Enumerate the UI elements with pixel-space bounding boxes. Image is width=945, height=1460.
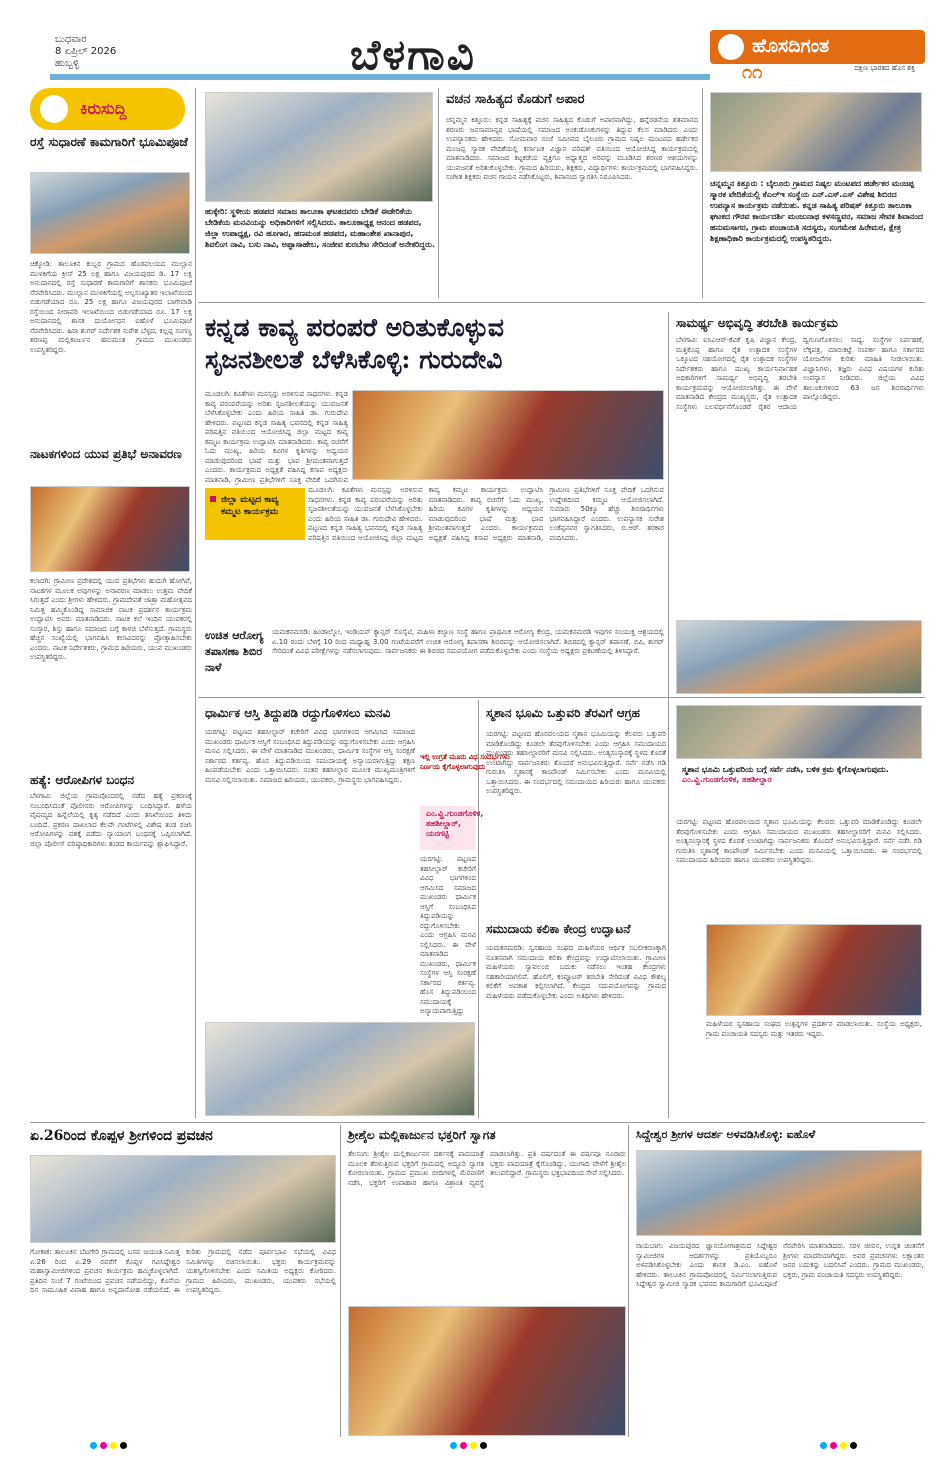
main-photo bbox=[352, 390, 664, 480]
main-body: ಮೂಡಲಗಿ: ಕವಿತೆಗಳು ಮನಸ್ಸನ್ನು ಅರಳಿಸುವ ಸಾಧನಗಳು. ಕನ್ನಡ ಕಾವ್ಯ ಪರಂಪರೆಯನ್ನು ಅರಿತು ಸೃಜನಶೀಲತೆಯನ್ನು ಯುವಜನತೆ ಬೆಳೆಸಿಕೊಳ್ಳಬೇಕು ಎಂದು ಹಿರಿಯ ಸಾಹಿತಿ ಡಾ. ಗುರುದೇವಿ ಹೇಳಿದರು. ಪಟ್ಟಣದ ಕನ್ನಡ ಸಾಹಿತ್ಯ ಭವನದಲ್ಲಿ ಕನ್ನಡ ಸಾಹಿತ್ಯ ಪರಿಷತ್ತಿನ ವತಿಯಿಂದ ಆಯೋಜಿಸಿದ್ದ ಜಿಲ್ಲಾ ಮಟ್ಟದ ಕಾವ್ಯ ಕಮ್ಮಟ ಕಾರ್ಯಕ್ರಮ ಉದ್ಘಾಟಿಸಿ ಮಾತನಾಡಿದರು. ಕಾವ್ಯ ರಚನೆಗೆ ಓದು ಮುಖ್ಯ, ಹಿರಿಯ ಕವಿಗಳ ಕೃತಿಗಳನ್ನು ಅಧ್ಯಯನ ಮಾಡುವುದರಿಂದ ಭಾಷೆ ಮತ್ತು ಭಾವ ಶ್ರೀಮಂತವಾಗುತ್ತದೆ ಎಂದರು. ಕಾರ್ಯಕ್ರಮದ ಅಧ್ಯಕ್ಷತೆ ವಹಿಸಿದ್ದ ಕಸಾಪ ಅಧ್ಯಕ್ಷರು ಮಾತನಾಡಿ, ಗ್ರಾಮೀಣ ಪ್ರತಿಭೆಗಳಿಗೆ ಸೂಕ್ತ ವೇದಿಕೆ ಒದಗಿಸುವ ಉದ್ದೇಶದಿಂದ ಕಮ್ಮಟ ಆಯೋಜಿಸಲಾಗಿದೆ. ಸುಮಾರು 50ಕ್ಕೂ ಹೆಚ್ಚು ಶಿಬಿರಾರ್ಥಿಗಳು ಭಾಗವಹಿಸಿದ್ದಾರೆ ಎಂದರು. ಉಪನ್ಯಾಸಕ ಸುರೇಶ ಲಂಕೆಪ್ಪನವರ ಸ್ವಾಗತಿಸಿದರು, ಬಿ.ಆರ್. ತರಕಾರ ವಂದಿಸಿದರು. bbox=[308, 486, 664, 542]
road-pooja-body: ಚಿಕ್ಕೋಡಿ: ತಾಲೂಕಿನ ಕುಬ್ಬರ ಗ್ರಾಮದ ಹೊರವಲಯದ ಮುಲ್ಲಾನ ಮುಳಕಿಗೆಯ ಕ್ರೀಸ್ 25 ಲಕ್ಷ ಹಾಗೂ ವಿಜಯಪುರದ ಡಿ. 17 ಲಕ್ಷ ಅನುದಾನದಲ್ಲಿ ರಸ್ತೆ ಸುಧಾರಣೆ ಕಾಮಗಾರಿಗೆ ಶಾಸಕರು ಭೂಮಿಪೂಜೆ ನೆರವೇರಿಸಿದರು. ಮುಲ್ಲಾನ ಮುಳಕಿಗೆಯಲ್ಲಿ ಅಲ್ಪಸಂಖ್ಯಾತರ ಇಲಾಖೆಯಿಂದ ಬಿಡುಗಡೆಯಾದ ರೂ. 25 ಲಕ್ಷ ಹಾಗೂ ವಿಜಯಪುರದ ಬಾಗೇವಾಡಿ ರಸ್ತೆಯಿಂದ ನೀರಾವರಿ ಇಲಾಖೆಯಿಂದ ಬಿಡುಗಡೆಯಾದ ರೂ. 17 ಲಕ್ಷ ಅನುದಾನದಲ್ಲಿ ಶಾಸಕ ದುರ್ಯೋಧನ ಐಹೊಳೆ ಭೂಮಿಪೂಜೆ ನೆರವೇರಿಸಿದರು. ಹಿರಾ ಶುಗರ್ ನಿರ್ದೇಶಕ ಸುರೇಶ ಬೆಳ್ಳದ, ಕಲ್ಲಪ್ಪ ಸಂಗಣ್ಣ ಶರಣಪ್ಪ ಮಲ್ಲಿಕಾರ್ಜುನ ಹನುಮಂತ ಗ್ರಾಮದ ಮುಖಂಡರು ಉಪಸ್ಥಿತರಿದ್ದರು. bbox=[30, 260, 192, 354]
weekday: ಬುಧವಾರ bbox=[55, 34, 87, 45]
arrest-headline: ಹತ್ಯೆ: ಆರೋಪಿಗಳ ಬಂಧನ bbox=[30, 773, 135, 787]
srishaila-photo bbox=[348, 1306, 626, 1436]
page-number: ೧೧ bbox=[742, 62, 763, 83]
page-title: ಬೆಳಗಾವಿ bbox=[350, 30, 476, 79]
bailur-photo bbox=[710, 92, 922, 172]
religious-photo bbox=[205, 1022, 475, 1116]
skill-photo bbox=[676, 620, 922, 694]
registration-marks bbox=[820, 1442, 860, 1450]
kavya-kammata-tag: ಜಿಲ್ಲಾ ಮಟ್ಟದ ಕಾವ್ಯ ಕಮ್ಮಟ ಕಾರ್ಯಕ್ರಮ bbox=[205, 488, 305, 540]
hukkeri-photo bbox=[205, 92, 433, 202]
land-notice bbox=[676, 762, 922, 814]
land-photo bbox=[676, 705, 922, 759]
vachana-body: ಚನ್ನಮ್ಮನ ಕಿತ್ತೂರು: ಕನ್ನಡ ಸಾಹಿತ್ಯಕ್ಕೆ ವಚನ ಸಾಹಿತ್ಯದ ಕೊಡುಗೆ ಅಪಾರವಾಗಿದ್ದು, ಹನ್ನೆರಡನೆಯ ಶತಮಾನದ ಶರಣರು ಜನಸಾಮಾನ್ಯರ ಭಾಷೆಯಲ್ಲಿ ಸಮಾಜದ ಅಂಕುಡೊಂಕುಗಳನ್ನು ತಿದ್ದುವ ಕೆಲಸ ಮಾಡಿದರು ಎಂದು ಉಪನ್ಯಾಸಕರು ಹೇಳಿದರು. ಸೋಮವಾರ ಸಂಜೆ ಸಮೀಪದ ಬೈಲೂರು ಗ್ರಾಮದ ನಿಷ್ಕಲ ಮಂಟಪದ ಹರ್ಡೇಕರ ಮಂಜಪ್ಪ ಸ್ಮಾರಕ ವೇದಿಕೆಯಲ್ಲಿ ಕರ್ನಾಟಕ ವಿಜ್ಞಾನ ಪರಿಷತ್ ವತಿಯಿಂದ ಆಯೋಜಿಸಿದ್ದ ಕಾರ್ಯಕ್ರಮದಲ್ಲಿ ಮಾತನಾಡಿದರು. ಸಮಾಜದ ಕಟ್ಟಕಡೆಯ ವ್ಯಕ್ತಿಗೂ ಅಧ್ಯಾತ್ಮದ ಅರಿವನ್ನು ಮೂಡಿಸಿದ ಶರಣರ ಆಶಯಗಳನ್ನು ಯುವಜನತೆ ಅರಿತುಕೊಳ್ಳಬೇಕು. ಗ್ರಾಮದ ಹಿರಿಯರು, ಶಿಕ್ಷಕರು, ವಿದ್ಯಾರ್ಥಿಗಳು ಕಾರ್ಯಕ್ರಮದಲ್ಲಿ ಭಾಗವಹಿಸಿದ್ದರು. ಸಂಗೀತ ಶಿಕ್ಷಕರು ವಚನ ಗಾಯನ ನಡೆಸಿಕೊಟ್ಟರು, ಶಿವಾನಂದ ಸ್ವಾಗತಿಸಿ ನಿರೂಪಿಸಿದರು. bbox=[446, 116, 698, 181]
paper-name: ಹೊಸದಿಗಂತ bbox=[752, 35, 830, 57]
road-pooja-headline: ರಸ್ತೆ ಸುಧಾರಣೆ ಕಾಮಗಾರಿಗೆ ಭೂಮಿಪೂಜೆ bbox=[30, 135, 188, 149]
column-divider bbox=[628, 1125, 629, 1437]
section-divider bbox=[30, 1122, 925, 1123]
religious-headline: ಧಾರ್ಮಿಕ ಆಸ್ತಿ ತಿದ್ದುಪಡಿ ರದ್ದುಗೊಳಿಸಲು ಮನವಿ bbox=[205, 706, 391, 720]
koppal-photo bbox=[30, 1155, 336, 1243]
community-photo bbox=[706, 924, 922, 1016]
community-body: ಯಮಕನಮರಡಿ: ಸ್ವಸಹಾಯ ಸಂಘದ ಮಹಿಳೆಯರ ಆರ್ಥಿಕ ಸಬಲೀಕರಣಕ್ಕಾಗಿ ನೂತನವಾಗಿ ಸಮುದಾಯ ಕಲಿಕಾ ಕೇಂದ್ರವನ್ನು ಉದ್ಘಾಟಿಸಲಾಯಿತು. ಗ್ರಾಮೀಣ ಮಹಿಳೆಯರು ಸ್ವಾವಲಂಬಿ ಬದುಕು ನಡೆಸಲು ಇಂತಹ ಕೇಂದ್ರಗಳು ಸಹಕಾರಿಯಾಗಲಿವೆ. ಹೊಲಿಗೆ, ಕಂಪ್ಯೂಟರ್ ತರಬೇತಿ ಸೇರಿದಂತೆ ವಿವಿಧ ಕೌಶಲ್ಯ ಕಲಿಕೆಗೆ ಅವಕಾಶ ಕಲ್ಪಿಸಲಾಗಿದೆ. ಕೇಂದ್ರದ ಸದುಪಯೋಗವನ್ನು ಗ್ರಾಮದ ಮಹಿಳೆಯರು ಪಡೆದುಕೊಳ್ಳಬೇಕು ಎಂದು ಅತಿಥಿಗಳು ಹೇಳಿದರು. bbox=[486, 944, 666, 1000]
column-divider bbox=[438, 88, 439, 298]
column-divider bbox=[702, 88, 703, 298]
notice-line2: ನಿರ್ಣಯ ಕೈಗೊಳ್ಳಲಾಗುವುದು bbox=[420, 763, 486, 771]
main-body-intro: ಮೂಡಲಗಿ: ಕವಿತೆಗಳು ಮನಸ್ಸನ್ನು ಅರಳಿಸುವ ಸಾಧನಗಳು. ಕನ್ನಡ ಕಾವ್ಯ ಪರಂಪರೆಯನ್ನು ಅರಿತು ಸೃಜನಶೀಲತೆಯನ್ನು ಯುವಜನತೆ ಬೆಳೆಸಿಕೊಳ್ಳಬೇಕು ಎಂದು ಹಿರಿಯ ಸಾಹಿತಿ ಡಾ. ಗುರುದೇವಿ ಹೇಳಿದರು. ಪಟ್ಟಣದ ಕನ್ನಡ ಸಾಹಿತ್ಯ ಭವನದಲ್ಲಿ ಕನ್ನಡ ಸಾಹಿತ್ಯ ಪರಿಷತ್ತಿನ ವತಿಯಿಂದ ಆಯೋಜಿಸಿದ್ದ ಜಿಲ್ಲಾ ಮಟ್ಟದ ಕಾವ್ಯ ಕಮ್ಮಟ ಕಾರ್ಯಕ್ರಮ ಉದ್ಘಾಟಿಸಿ ಮಾತನಾಡಿದರು. ಕಾವ್ಯ ರಚನೆಗೆ ಓದು ಮುಖ್ಯ, ಹಿರಿಯ ಕವಿಗಳ ಕೃತಿಗಳನ್ನು ಅಧ್ಯಯನ ಮಾಡುವುದರಿಂದ ಭಾಷೆ ಮತ್ತು ಭಾವ ಶ್ರೀಮಂತವಾಗುತ್ತದೆ ಎಂದರು. ಕಾರ್ಯಕ್ರಮದ ಅಧ್ಯಕ್ಷತೆ ವಹಿಸಿದ್ದ ಕಸಾಪ ಅಧ್ಯಕ್ಷರು ಮಾತನಾಡಿ, ಗ್ರಾಮೀಣ ಪ್ರತಿಭೆಗಳಿಗೆ ಸೂಕ್ತ ವೇದಿಕೆ ಒದಗಿಸುವ bbox=[205, 390, 348, 484]
kirusuddi-badge bbox=[30, 88, 185, 130]
column-divider bbox=[340, 1125, 341, 1437]
land-headline: ಸ್ಮಶಾನ ಭೂಮಿ ಒತ್ತುವರಿ ತೆರವಿಗೆ ಆಗ್ರಹ bbox=[486, 706, 640, 720]
siddeshwara-photo bbox=[636, 1150, 922, 1236]
community-headline: ಸಮುದಾಯ ಕಲಿಕಾ ಕೇಂದ್ರ ಉದ್ಘಾಟನೆ bbox=[486, 922, 631, 936]
koppal-body: ಗೋಕಾಕ: ತಾಲೂಕಿನ ಬೆಟಗೇರಿ ಗ್ರಾಮದಲ್ಲಿ ಬಸವ ಜಯಂತಿ ನಿಮಿತ್ತ ಏ.26 ರಿಂದ ಏ.29 ರವರೆಗೆ ಕೊಪ್ಪಳ ಗವಿಸಿದ್ದೇಶ್ವರ ಮಹಾಸ್ವಾಮೀಜಿಗಳಿಂದ ಪ್ರವಚನ ಕಾರ್ಯಕ್ರಮ ಹಮ್ಮಿಕೊಳ್ಳಲಾಗಿದೆ. ಪ್ರತಿದಿನ ಸಂಜೆ 7 ಗಂಟೆಯಿಂದ ಪ್ರವಚನ ನಡೆಯಲಿದ್ದು, ಕೊನೆಯ ದಿನ ಸಾಮೂಹಿಕ ವಿವಾಹ ಹಾಗೂ ಅನ್ನದಾಸೋಹ ನಡೆಯಲಿದೆ. ಈ ಕುರಿತು ಗ್ರಾಮದಲ್ಲಿ ನಡೆದ ಪೂರ್ವಭಾವಿ ಸಭೆಯಲ್ಲಿ ವಿವಿಧ ಸಮಿತಿಗಳನ್ನು ರಚಿಸಲಾಯಿತು. ಭಕ್ತರು ಕಾರ್ಯಕ್ರಮವನ್ನು ಯಶಸ್ವಿಗೊಳಿಸಬೇಕು ಎಂದು ಸಮಿತಿಯ ಅಧ್ಯಕ್ಷರು ಕೋರಿದರು. ಗ್ರಾಮದ ಹಿರಿಯರು, ಮುಖಂಡರು, ಯುವಕರು ಸಭೆಯಲ್ಲಿ ಉಪಸ್ಥಿತರಿದ್ದರು. bbox=[30, 1248, 336, 1294]
community-caption: ಮಹಿಳೆಯರ ಸ್ವಸಹಾಯ ಸಂಘದ ಉತ್ಪನ್ನಗಳ ಪ್ರದರ್ಶನ ಮಾಡಲಾಯಿತು. ಸಂಸ್ಥೆಯ ಅಧ್ಯಕ್ಷರು, ಗ್ರಾಮ ಪಂಚಾಯತಿ ಸದಸ್ಯರು ಮತ್ತು ಇತರರು ಇದ್ದರು. bbox=[706, 1020, 922, 1038]
tagline: ದಕ್ಷಿಣ ಭಾರತದ ಹೊಸ ಶಕ್ತಿ bbox=[854, 64, 915, 72]
main-headline-line2: ಸೃಜನಶೀಲತೆ ಬೆಳೆಸಿಕೊಳ್ಳಿ: ಗುರುದೇವಿ bbox=[205, 345, 503, 374]
city: ಹುಬ್ಬಳ್ಳಿ bbox=[55, 58, 80, 69]
road-pooja-photo bbox=[30, 172, 190, 254]
date: 8 ಏಪ್ರಿಲ್ 2026 bbox=[55, 46, 117, 57]
drama-headline: ನಾಟಕಗಳಿಂದ ಯುವ ಪ್ರತಿಭೆ ಅನಾವರಣ bbox=[30, 447, 182, 461]
drama-photo bbox=[30, 486, 190, 572]
column-divider bbox=[195, 88, 196, 1118]
land-body: ಯರಗಟ್ಟಿ: ಪಟ್ಟಣದ ಹೊರವಲಯದ ಸ್ಮಶಾನ ಭೂಮಿಯನ್ನು ಕೆಲವರು ಒತ್ತುವರಿ ಮಾಡಿಕೊಂಡಿದ್ದು ಕೂಡಲೇ ತೆರವುಗೊಳಿಸಬೇಕು ಎಂದು ಆಗ್ರಹಿಸಿ ಸಮುದಾಯದ ಮುಖಂಡರು ತಹಸೀಲ್ದಾರರಿಗೆ ಮನವಿ ಸಲ್ಲಿಸಿದರು. ಅಂತ್ಯಸಂಸ್ಕಾರಕ್ಕೆ ಸ್ಥಳದ ಕೊರತೆ ಉಂಟಾಗಿದ್ದು ಸಾರ್ವಜನಿಕರು ತೊಂದರೆ ಅನುಭವಿಸುತ್ತಿದ್ದಾರೆ. ಸರ್ವೆ ನಡೆಸಿ ಗಡಿ ಗುರುತಿಸಿ ಸ್ಮಶಾನಕ್ಕೆ ಕಾಂಪೌಂಡ್ ನಿರ್ಮಿಸಬೇಕು ಎಂದು ಮನವಿಯಲ್ಲಿ ಒತ್ತಾಯಿಸಿದರು. ಈ ಸಂದರ್ಭದಲ್ಲಿ ಸಮುದಾಯದ ಹಿರಿಯರು ಹಾಗೂ ಯುವಕರು ಉಪಸ್ಥಿತರಿದ್ದರು. bbox=[486, 730, 666, 795]
health-headline: ಉಚಿತ ಆರೋಗ್ಯ ತಪಾಸಣಾ ಶಿಬಿರ ನಾಳೆ bbox=[205, 629, 264, 674]
skill-headline: ಸಾಮರ್ಥ್ಯ ಅಭಿವೃದ್ಧಿ ತರಬೇತಿ ಕಾರ್ಯಕ್ರಮ bbox=[676, 316, 838, 330]
registration-marks bbox=[90, 1442, 130, 1450]
drama-body: ಕಲಾದಗಿ: ಗ್ರಾಮೀಣ ಪ್ರದೇಶದಲ್ಲಿ ಯುವ ಪ್ರತಿಭೆಗಳು ಹುದುಗಿ ಹೋಗಿವೆ, ನಾಟಕಗಳ ಮೂಲಕ ಅವುಗಳನ್ನು ಅನಾವರಣ ಮಾಡಲು ಉತ್ತಮ ವೇದಿಕೆ ಸಿಗುತ್ತದೆ ಎಂದು ಶ್ರೀಗಳು ಹೇಳಿದರು. ಗ್ರಾಮದೇವತೆ ಜಾತ್ರಾ ಮಹೋತ್ಸವದ ನಿಮಿತ್ತ ಹಮ್ಮಿಕೊಂಡಿದ್ದ ಸಾಮಾಜಿಕ ನಾಟಕ ಪ್ರದರ್ಶನ ಕಾರ್ಯಕ್ರಮ ಉದ್ಘಾಟಿಸಿ ಅವರು ಮಾತನಾಡಿದರು. ನಾಟಕ ಕಲೆ ಇಂದಿನ ಯುವಕರಲ್ಲಿ ಸಂಸ್ಕಾರ, ಶಿಸ್ತು ಹಾಗೂ ಸಮಾಜದ ಬಗ್ಗೆ ಕಾಳಜಿ ಬೆಳೆಸುತ್ತದೆ. ಗ್ರಾಮಸ್ಥರು ಹೆಚ್ಚಿನ ಸಂಖ್ಯೆಯಲ್ಲಿ ಭಾಗವಹಿಸಿ ಕಲಾವಿದರನ್ನು ಪ್ರೋತ್ಸಾಹಿಸಬೇಕು ಎಂದರು. ನಾಟಕ ನಿರ್ದೇಶಕರು, ಗ್ರಾಮದ ಹಿರಿಯರು, ಯುವ ಮುಖಂಡರು ಉಪಸ್ಥಿತರಿದ್ದರು. bbox=[30, 577, 192, 661]
srishaila-body: ತೆಲಸಂಗ: ಶ್ರೀಶೈಲ ಮಲ್ಲಿಕಾರ್ಜುನನ ದರ್ಶನಕ್ಕೆ ಪಾದಯಾತ್ರೆ ಮೂಲಕ ತೆರಳುತ್ತಿರುವ ಭಕ್ತರಿಗೆ ಗ್ರಾಮದಲ್ಲಿ ಅದ್ದೂರಿ ಸ್ವಾಗತ ಕೋರಲಾಯಿತು. ಗ್ರಾಮದ ಪ್ರಮುಖ ಬೀದಿಗಳಲ್ಲಿ ಮೆರವಣಿಗೆ ನಡೆಸಿ, ಭಕ್ತರಿಗೆ ಉಪಾಹಾರ ಹಾಗೂ ವಿಶ್ರಾಂತಿ ವ್ಯವಸ್ಥೆ ಮಾಡಲಾಗಿತ್ತು. ಪ್ರತಿ ವರ್ಷದಂತೆ ಈ ವರ್ಷವೂ ನೂರಾರು ಭಕ್ತರು ಪಾದಯಾತ್ರೆ ಕೈಗೊಂಡಿದ್ದು, ಯುಗಾದಿ ವೇಳೆಗೆ ಶ್ರೀಶೈಲ ತಲುಪಲಿದ್ದಾರೆ. ಗ್ರಾಮಸ್ಥರು ಭಕ್ತಿಭಾವದಿಂದ ಸೇವೆ ಸಲ್ಲಿಸಿದರು. bbox=[348, 1150, 626, 1187]
column-divider bbox=[668, 312, 669, 1118]
land-body-cont: ಯರಗಟ್ಟಿ: ಪಟ್ಟಣದ ಹೊರವಲಯದ ಸ್ಮಶಾನ ಭೂಮಿಯನ್ನು ಕೆಲವರು ಒತ್ತುವರಿ ಮಾಡಿಕೊಂಡಿದ್ದು ಕೂಡಲೇ ತೆರವುಗೊಳಿಸಬೇಕು ಎಂದು ಆಗ್ರಹಿಸಿ ಸಮುದಾಯದ ಮುಖಂಡರು ತಹಸೀಲ್ದಾರರಿಗೆ ಮನವಿ ಸಲ್ಲಿಸಿದರು. ಅಂತ್ಯಸಂಸ್ಕಾರಕ್ಕೆ ಸ್ಥಳದ ಕೊರತೆ ಉಂಟಾಗಿದ್ದು ಸಾರ್ವಜನಿಕರು ತೊಂದರೆ ಅನುಭವಿಸುತ್ತಿದ್ದಾರೆ. ಸರ್ವೆ ನಡೆಸಿ ಗಡಿ ಗುರುತಿಸಿ ಸ್ಮಶಾನಕ್ಕೆ ಕಾಂಪೌಂಡ್ ನಿರ್ಮಿಸಬೇಕು ಎಂದು ಮನವಿಯಲ್ಲಿ ಒತ್ತಾಯಿಸಿದರು. ಈ ಸಂದರ್ಭದಲ್ಲಿ ಸಮುದಾಯದ ಹಿರಿಯರು ಹಾಗೂ ಯುವಕರು ಉಪಸ್ಥಿತರಿದ್ದರು. bbox=[676, 818, 922, 864]
hand-icon bbox=[40, 95, 68, 123]
skill-body: ಬೆಳಗಾವಿ: ಐಸಿಎಆರ್-ಕೆವಿಕೆ ಕೃಷಿ ವಿಜ್ಞಾನ ಕೇಂದ್ರ, ಮತ್ತಿಕೊಪ್ಪ ಹಾಗೂ ರೈತ ಉತ್ಪಾದಕ ಸಂಸ್ಥೆಗಳ ಒಕ್ಕೂಟದ ಸಹಯೋಗದಲ್ಲಿ ರೈತ ಉತ್ಪಾದಕ ಸಂಸ್ಥೆಗಳ ನಿರ್ದೇಶಕರು ಹಾಗೂ ಮುಖ್ಯ ಕಾರ್ಯನಿರ್ವಾಹಕ ಅಧಿಕಾರಿಗಳಿಗೆ ಸಾಮರ್ಥ್ಯ ಅಭಿವೃದ್ಧಿ ತರಬೇತಿ ಕಾರ್ಯಕ್ರಮವನ್ನು ಆಯೋಜಿಸಲಾಗಿತ್ತು. ಈ ವೇಳೆ ಮಾತನಾಡಿದ ಕೇಂದ್ರದ ಮುಖ್ಯಸ್ಥರು, ರೈತ ಉತ್ಪಾದಕ ಸಂಸ್ಥೆಗಳು ಬಲವರ್ಧನೆಗೊಂಡರೆ ರೈತರ ಆದಾಯ ದ್ವಿಗುಣಗೊಳಿಸಲು ಸಾಧ್ಯ. ಸಂಸ್ಥೆಗಳ ನಿರ್ವಹಣೆ, ಲೆಕ್ಕಪತ್ರ, ಮಾರುಕಟ್ಟೆ ಸಂಪರ್ಕ ಹಾಗೂ ಸರ್ಕಾರದ ಯೋಜನೆಗಳ ಕುರಿತು ಮಾಹಿತಿ ನೀಡಲಾಯಿತು. ವಿಜ್ಞಾನಿಗಳು, ತಜ್ಞರು ವಿವಿಧ ವಿಷಯಗಳ ಕುರಿತು ಉಪನ್ಯಾಸ ನೀಡಿದರು. ಜಿಲ್ಲೆಯ ವಿವಿಧ ತಾಲೂಕುಗಳಿಂದ 63 ಜನ ಶಿಬಿರಾರ್ಥಿಗಳು ಪಾಲ್ಗೊಂಡಿದ್ದರು. bbox=[676, 336, 924, 411]
main-headline bbox=[205, 312, 665, 376]
notice-line1: ಇಲ್ಲಿ ಉಗ್ರತೆ ಮೂರು ವಿಧ ಸಂದರ್ಭಗಳು bbox=[420, 753, 510, 761]
religious-body-cont: ಯರಗಟ್ಟಿ: ಪಟ್ಟಣದ ತಹಸೀಲ್ದಾರ್ ಕಚೇರಿಗೆ ವಿವಿಧ ಭಾಗಗಳಿಂದ ಆಗಮಿಸಿದ ಸಮಾಜದ ಮುಖಂಡರು ಧಾರ್ಮಿಕ ಆಸ್ತಿಗೆ ಸಂಬಂಧಿಸಿದ ತಿದ್ದುಪಡಿಯನ್ನು ರದ್ದುಗೊಳಿಸಬೇಕು ಎಂದು ಆಗ್ರಹಿಸಿ ಮನವಿ ಸಲ್ಲಿಸಿದರು. ಈ ವೇಳೆ ಮಾತನಾಡಿದ ಮುಖಂಡರು, ಧಾರ್ಮಿಕ ಸಂಸ್ಥೆಗಳ ಆಸ್ತಿ ಸಂರಕ್ಷಣೆ ಸರ್ಕಾರದ ಕರ್ತವ್ಯ. ಹೊಸ ತಿದ್ದುಪಡಿಯಿಂದ ಸಮುದಾಯಕ್ಕೆ ಅನ್ಯಾಯವಾಗುತ್ತಿದ್ದು bbox=[420, 855, 476, 1015]
srishaila-headline: ಶ್ರೀಶೈಲ ಮಲ್ಲಿಕಾರ್ಜುನ ಭಕ್ತರಿಗೆ ಸ್ವಾಗತ bbox=[348, 1128, 496, 1142]
masthead-date bbox=[55, 34, 116, 70]
siddeshwara-body: ರಾಯಬಾಗ: ವಿಜಯಪುರದ ಜ್ಞಾನಯೋಗಾಶ್ರಮದ ಸಿದ್ದೇಶ್ವರ ಸ್ವಾಮೀಜಿಗಳ ಆದರ್ಶಗಳನ್ನು ಪ್ರತಿಯೊಬ್ಬರೂ ಅಳವಡಿಸಿಕೊಳ್ಳಬೇಕು ಎಂದು ಶಾಸಕ ಡಿ.ಎಂ. ಐಹೊಳೆ ಹೇಳಿದರು. ತಾಲೂಕಿನ ಗ್ರಾಮವೊಂದರಲ್ಲಿ ನಿರ್ಮಿಸಲಾಗುತ್ತಿರುವ ಸಿದ್ದೇಶ್ವರ ಸ್ವಾಮೀಜಿ ಸ್ಮಾರಕ ಭವನದ ಕಾಮಗಾರಿಗೆ ಭೂಮಿಪೂಜೆ ನೆರವೇರಿಸಿ ಮಾತನಾಡಿದರು. ಸರಳ ಜೀವನ, ಉನ್ನತ ಚಿಂತನೆಗೆ ಶ್ರೀಗಳು ಮಾದರಿಯಾಗಿದ್ದರು. ಅವರ ಪ್ರವಚನಗಳು ಲಕ್ಷಾಂತರ ಜನರ ಬದುಕನ್ನು ಬದಲಿಸಿವೆ ಎಂದರು. ಗ್ರಾಮದ ಮುಖಂಡರು, ಭಕ್ತರು, ಗ್ರಾಮ ಪಂಚಾಯತಿ ಸದಸ್ಯರು ಉಪಸ್ಥಿತರಿದ್ದರು. bbox=[636, 1242, 924, 1288]
vachana-headline: ವಚನ ಸಾಹಿತ್ಯದ ಕೊಡುಗೆ ಅಪಾರ bbox=[446, 92, 585, 107]
siddeshwara-headline: ಸಿದ್ದೇಶ್ವರ ಶ್ರೀಗಳ ಆದರ್ಶ ಅಳವಡಿಸಿಕೊಳ್ಳಿ: ಐಹೊಳೆ bbox=[636, 1128, 816, 1141]
section-divider bbox=[198, 697, 925, 698]
arrest-body: ಬೆಳಗಾವಿ: ಜಿಲ್ಲೆಯ ಗ್ರಾಮವೊಂದರಲ್ಲಿ ನಡೆದ ಹತ್ಯೆ ಪ್ರಕರಣಕ್ಕೆ ಸಂಬಂಧಿಸಿದಂತೆ ಪೊಲೀಸರು ಆರೋಪಿಗಳನ್ನು ಬಂಧಿಸಿದ್ದಾರೆ. ಹಳೆಯ ವೈಷಮ್ಯದ ಹಿನ್ನೆಲೆಯಲ್ಲಿ ಕೃತ್ಯ ನಡೆದಿದೆ ಎಂದು ತನಿಖೆಯಿಂದ ತಿಳಿದು ಬಂದಿದೆ. ಪ್ರಕರಣ ದಾಖಲಾದ ಕೆಲವೇ ಗಂಟೆಗಳಲ್ಲಿ ವಿಶೇಷ ತಂಡ ರಚಿಸಿ ಆರೋಪಿಗಳನ್ನು ವಶಕ್ಕೆ ಪಡೆದು ನ್ಯಾಯಾಂಗ ಬಂಧನಕ್ಕೆ ಒಪ್ಪಿಸಲಾಗಿದೆ. ಜಿಲ್ಲಾ ಪೊಲೀಸ್ ವರಿಷ್ಠಾಧಿಕಾರಿಗಳು ತಂಡದ ಕಾರ್ಯವನ್ನು ಶ್ಲಾಘಿಸಿದ್ದಾರೆ. bbox=[30, 792, 192, 848]
section-divider bbox=[198, 302, 925, 303]
koppal-headline: ಏ.26ರಿಂದ ಕೊಪ್ಪಳ ಶ್ರೀಗಳಿಂದ ಪ್ರವಚನ bbox=[30, 1128, 213, 1144]
main-headline-line1: ಕನ್ನಡ ಕಾವ್ಯ ಪರಂಪರೆ ಅರಿತುಕೊಳ್ಳುವ bbox=[205, 313, 504, 342]
health-body: ಯಮಕನಮರಡಿ: ಹಿಂಡಾಲ್ಕೋ, ಇಂಡಿಯನ್ ಕ್ಯಾನ್ಸರ್ ಸೊಸೈಟಿ, ಮಹಿಳಾ ಕಲ್ಯಾಣ ಸಂಸ್ಥೆ ಹಾಗೂ ಪ್ರಾಥಮಿಕ ಆರೋಗ್ಯ ಕೇಂದ್ರ, ಯಮಕನಮರಡಿ ಇವುಗಳ ಸಂಯುಕ್ತ ಆಶ್ರಯದಲ್ಲಿ ಏ.10 ರಂದು ಬೆಳಗ್ಗೆ 10 ರಿಂದ ಮಧ್ಯಾಹ್ನ 3.00 ಗಂಟೆಯವರೆಗೆ ಉಚಿತ ಆರೋಗ್ಯ ತಪಾಸಣಾ ಶಿಬಿರವನ್ನು ಆಯೋಜಿಸಲಾಗಿದೆ. ಶಿಬಿರದಲ್ಲಿ ಕ್ಯಾನ್ಸರ್ ತಪಾಸಣೆ, ಬಿಪಿ, ಶುಗರ್ ಸೇರಿದಂತೆ ವಿವಿಧ ಪರೀಕ್ಷೆಗಳನ್ನು ನಡೆಸಲಾಗುವುದು. ಸಾರ್ವಜನಿಕರು ಈ ಶಿಬಿರದ ಸದುಪಯೋಗ ಪಡೆದುಕೊಳ್ಳಬೇಕು ಎಂದು ಸಂಸ್ಥೆಯ ಅಧ್ಯಕ್ಷರು ಪ್ರಕಟಣೆಯಲ್ಲಿ ತಿಳಿಸಿದ್ದಾರೆ. bbox=[272, 628, 664, 655]
religious-body: ಯರಗಟ್ಟಿ: ಪಟ್ಟಣದ ತಹಸೀಲ್ದಾರ್ ಕಚೇರಿಗೆ ವಿವಿಧ ಭಾಗಗಳಿಂದ ಆಗಮಿಸಿದ ಸಮಾಜದ ಮುಖಂಡರು ಧಾರ್ಮಿಕ ಆಸ್ತಿಗೆ ಸಂಬಂಧಿಸಿದ ತಿದ್ದುಪಡಿಯನ್ನು ರದ್ದುಗೊಳಿಸಬೇಕು ಎಂದು ಆಗ್ರಹಿಸಿ ಮನವಿ ಸಲ್ಲಿಸಿದರು. ಈ ವೇಳೆ ಮಾತನಾಡಿದ ಮುಖಂಡರು, ಧಾರ್ಮಿಕ ಸಂಸ್ಥೆಗಳ ಆಸ್ತಿ ಸಂರಕ್ಷಣೆ ಸರ್ಕಾರದ ಕರ್ತವ್ಯ. ಹೊಸ ತಿದ್ದುಪಡಿಯಿಂದ ಸಮುದಾಯಕ್ಕೆ ಅನ್ಯಾಯವಾಗುತ್ತಿದ್ದು ತಕ್ಷಣ ಹಿಂಪಡೆಯಬೇಕು ಎಂದು ಒತ್ತಾಯಿಸಿದರು. ನಂತರ ತಹಸೀಲ್ದಾರ ಮೂಲಕ ಮುಖ್ಯಮಂತ್ರಿಗಳಿಗೆ ಮನವಿ ಸಲ್ಲಿಸಲಾಯಿತು. ಸಮಾಜದ ಹಿರಿಯರು, ಯುವಕರು, ಗ್ರಾಮಸ್ಥರು ಭಾಗವಹಿಸಿದ್ದರು. bbox=[205, 728, 415, 784]
notice-byline: ಎಂ.ವ್ಹಿ.ಗುಂಡಗೊಳಿಕ, ತಹಶೀಲ್ದಾರ್, ಯರಗಟ್ಟಿ bbox=[420, 806, 475, 850]
land-notice-byline: ಎಂ.ವ್ಹಿ.ಗುಂಡಗೊಳಿಕ, ತಹಶೀಲ್ದಾರ bbox=[682, 775, 772, 784]
bailur-caption: ಚನ್ನಮ್ಮನ ಕಿತ್ತೂರು : ಬೈಲೂರು ಗ್ರಾಮದ ನಿಷ್ಕಲ ಮಂಟಪದ ಹರ್ಡೇಕರ ಮಂಜಪ್ಪ ಸ್ಮಾರಕ ವೇದಿಕೆಯಲ್ಲಿ ಕೆಎಲ್‌ಇ ಸಂಸ್ಥೆಯ ಎನ್.ಎಸ್.ಎಸ್ ವಿಶೇಷ ಶಿಬಿರದ ಉಪನ್ಯಾಸ ಕಾರ್ಯಕ್ರಮ ನಡೆಯಿತು. ಕನ್ನಡ ಸಾಹಿತ್ಯ ಪರಿಷತ್ ಕಿತ್ತೂರು ತಾಲೂಕಾ ಘಟಕದ ಗೌರವ ಕಾರ್ಯದರ್ಶಿ ಮಂಜುನಾಥ ಕಳಸಣ್ಣವರ, ಸಮಾಜ ಸೇವಕ ಶಿವಾನಂದ ಹನುಮಸಾಗರ, ಗ್ರಾಮ ಪಂಚಾಯತಿ ಸದಸ್ಯರು, ಸಂಗಮೇಶ ಹಿರೇಮಠ, ಕ್ಷೇತ್ರ ಶಿಕ್ಷಣಾಧಿಕಾರಿ ಕಾರ್ಯಕ್ರಮದಲ್ಲಿ ಉಪಸ್ಥಿತರಿದ್ದರು. bbox=[710, 179, 924, 243]
hukkeri-caption: ಹುಕ್ಕೇರಿ: ಸ್ಥಳೀಯ ಹಡಪದ ಸಮಾಜ ತಾಲೂಕಾ ಘಟಕದವರು ಬೇಡಿಕೆ ಈಡೇರಿಕೆಯ ಬೇಡಿಕೆಯ ಮನವಿಯನ್ನು ಅಧಿಕಾರಿಗಳಿಗೆ ಸಲ್ಲಿಸಿದರು. ತಾಲೂಕಾಧ್ಯಕ್ಷ ಆನಂದ ಹಡಪದ, ಜಿಲ್ಲಾ ಉಪಾಧ್ಯಕ್ಷ, ರವಿ ಹೂಗಾರ, ಹಣಮಂತ ಹಡಪದ, ಮಹಾಂತೇಶ ಖಾನಾಪುರ, ಶಿವಲಿಂಗ ನಾವಿ, ಬಸು ನಾವಿ, ಅಪ್ಪಾಸಾಹೇಬ, ಸಂಜೀವ ಕುರಬೇಟ ಸೇರಿದಂತೆ ಅನೇಕರಿದ್ದರು. bbox=[205, 207, 435, 249]
registration-marks bbox=[450, 1442, 490, 1450]
land-notice-text: ಸ್ಮಶಾನ ಭೂಮಿ ಒತ್ತುವರಿಯ ಬಗ್ಗೆ ಸರ್ವೆ ನಡೆಸಿ, ಬಳಿಕ ಕ್ರಮ ಕೈಗೊಳ್ಳಲಾಗುವುದು. bbox=[682, 765, 889, 774]
kirusuddi-label: ಕಿರುಸುದ್ದಿ bbox=[80, 99, 127, 118]
logo-emblem-icon bbox=[718, 34, 744, 60]
